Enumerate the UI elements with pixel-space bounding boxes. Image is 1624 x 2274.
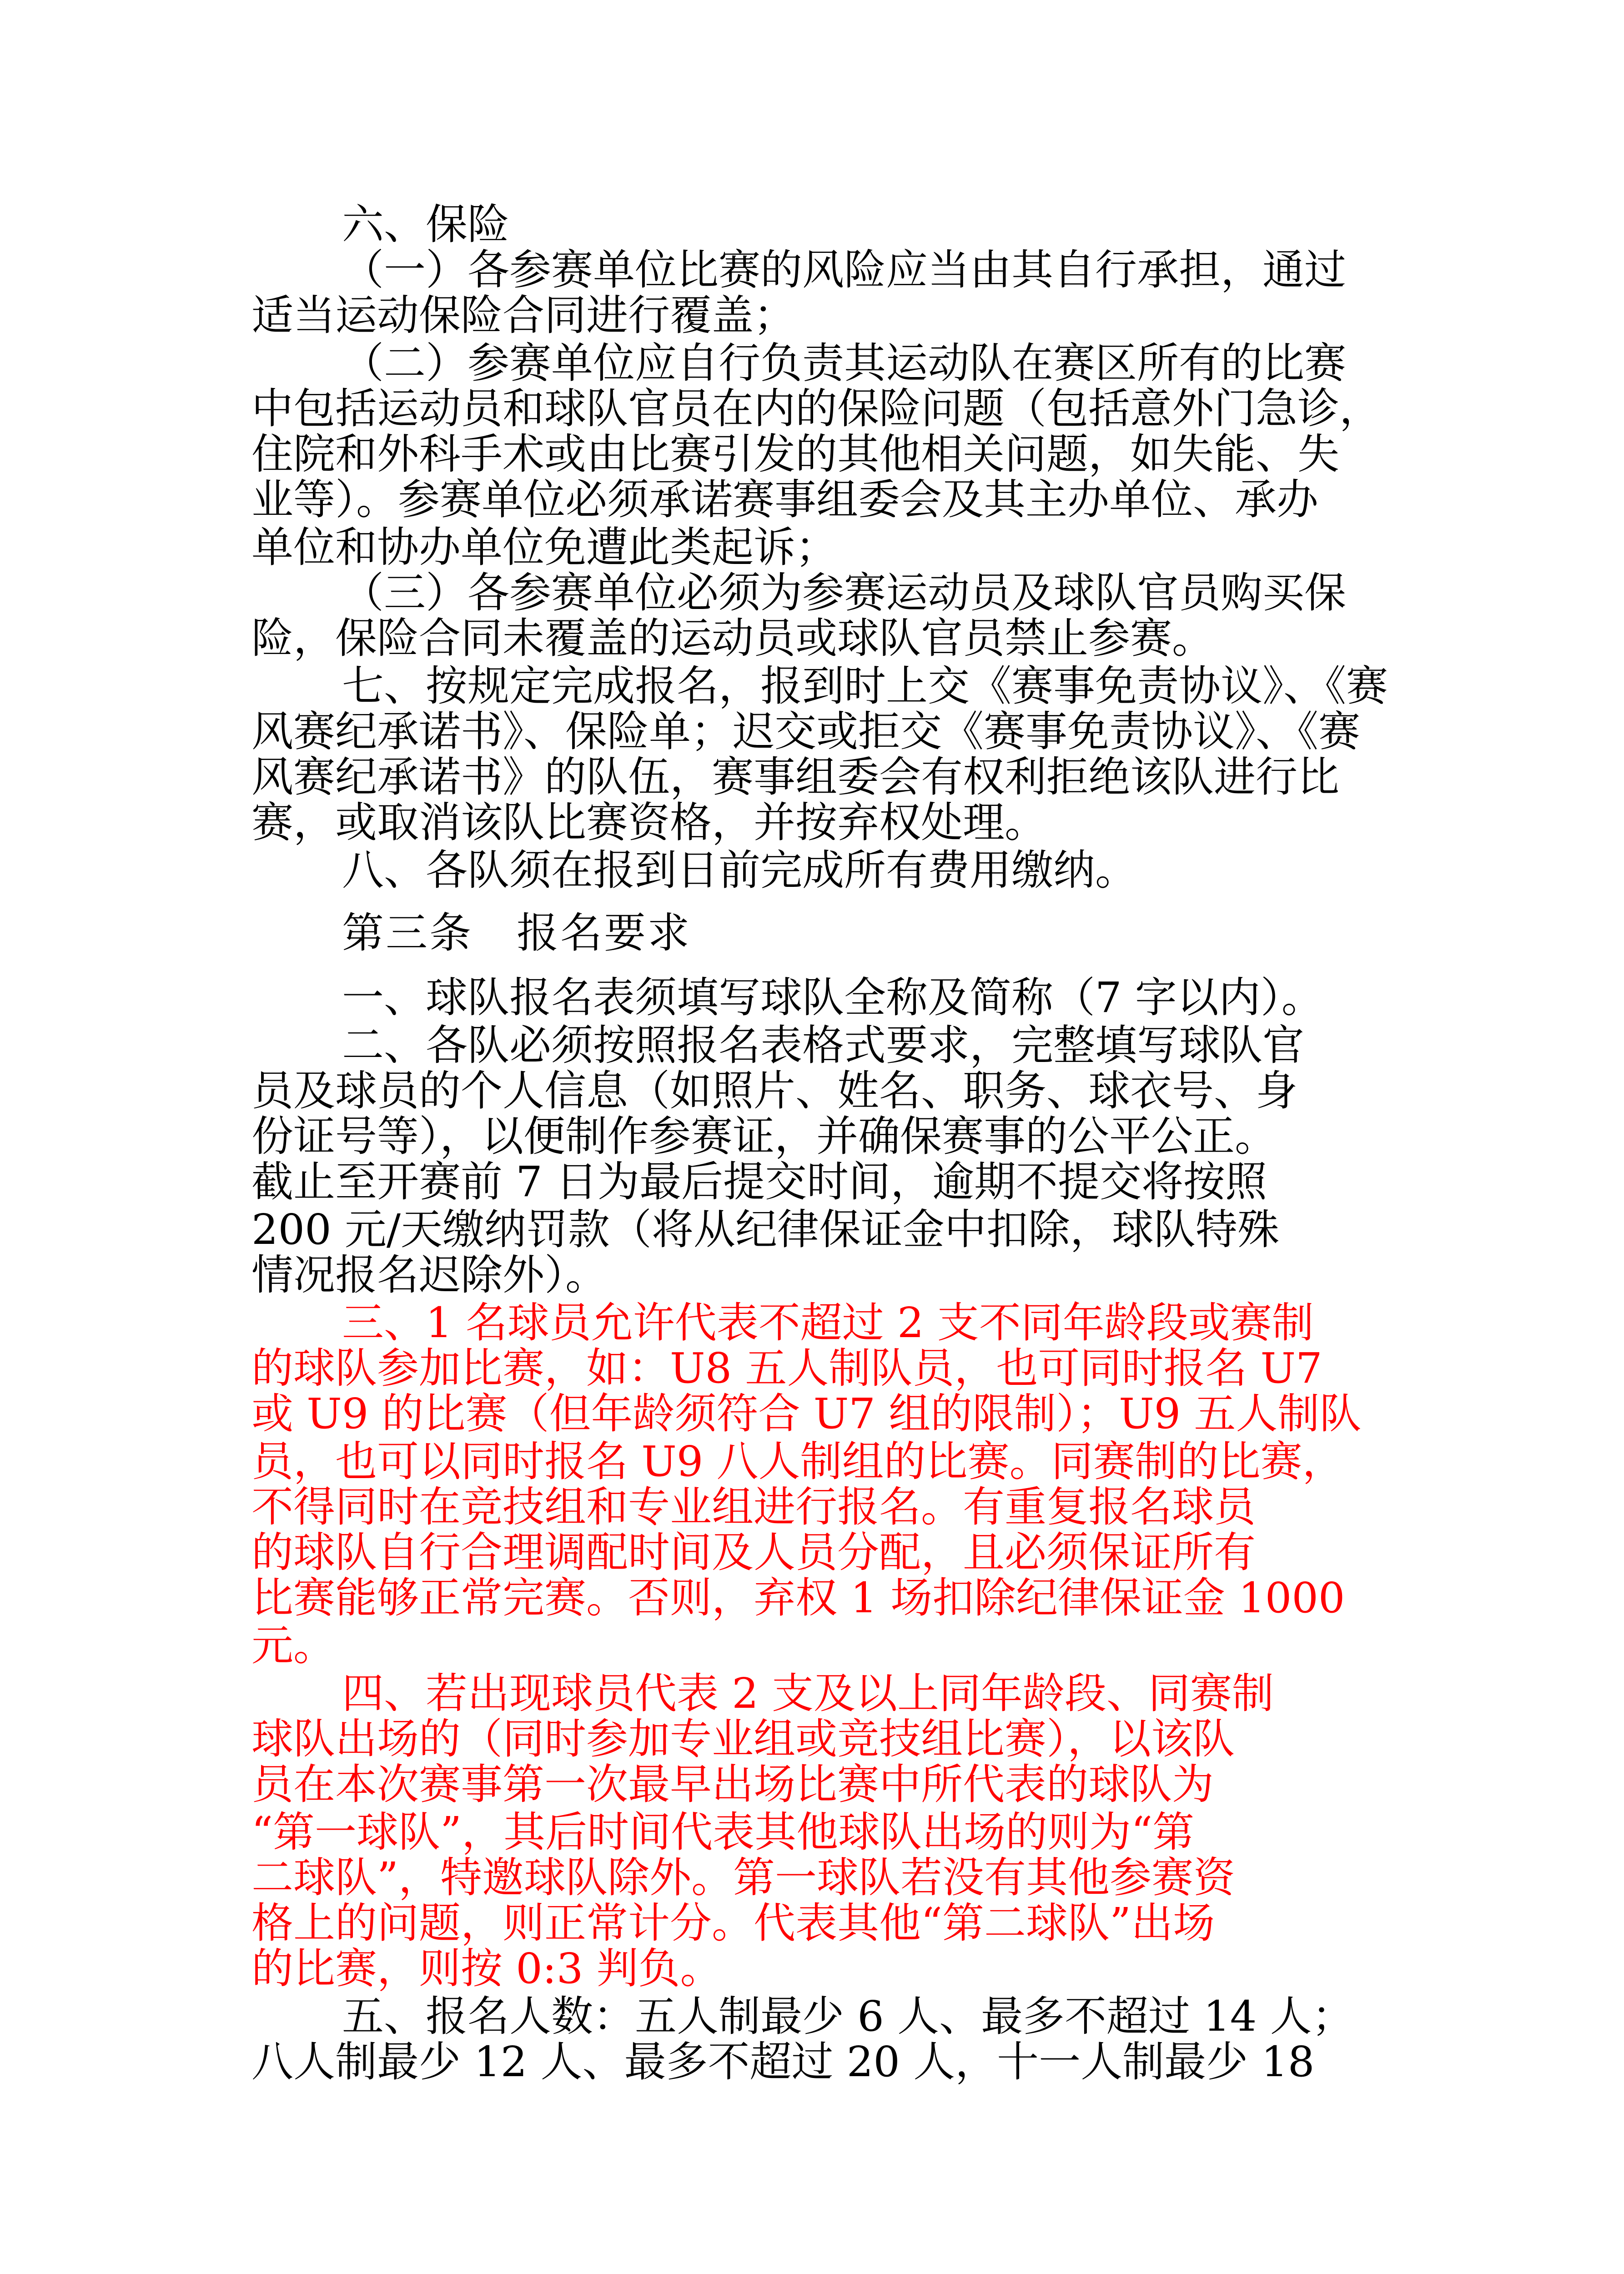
text-line: 球队出场的（同时参加专业组或竞技组比赛），以该队 [251,1715,1235,1763]
text-line: 二球队”，特邀球队除外。第一球队若没有其他参赛资 [251,1853,1236,1902]
text-line: 五、报名人数：五人制最少 6 人、最多不超过 14 人； [342,1992,1354,2041]
text-line: 四、若出现球员代表 2 支及以上同年龄段、同赛制 [342,1669,1274,1718]
text-line: 员及球员的个人信息（如照片、姓名、职务、球衣号、身 [251,1067,1298,1115]
text-line: “第一球队”，其后时间代表其他球队出场的则为“第 [251,1808,1195,1856]
text-line: 200 元/天缴纳罚款（将从纪律保证金中扣除，球队特殊 [251,1205,1279,1254]
text-line: 住院和外科手术或由比赛引发的其他相关问题，如失能、失 [251,430,1340,478]
text-line: 六、保险 [342,200,510,249]
text-line: 八、各队须在报到日前完成所有费用缴纳。 [342,846,1137,895]
text-line: 赛，或取消该队比赛资格，并按弃权处理。 [251,798,1047,847]
text-line: 险，保险合同未覆盖的运动员或球队官员禁止参赛。 [251,614,1214,663]
text-line: 业等）。参赛单位必须承诺赛事组委会及其主办单位、承办 [251,475,1319,524]
text-line: 二、各队必须按照报名表格式要求，完整填写球队官 [342,1021,1305,1070]
text-line: 截止至开赛前 7 日为最后提交时间，逾期不提交将按照 [251,1157,1267,1206]
text-line: 不得同时在竞技组和专业组进行报名。有重复报名球员 [251,1483,1256,1531]
text-line: 中包括运动员和球队官员在内的保险问题（包括意外门急诊， [251,384,1382,433]
text-line: 一、球队报名表须填写球队全称及简称（7 字以内）。 [342,973,1323,1022]
text-line: 员，也可以同时报名 U9 八人制组的比赛。同赛制的比赛， [251,1437,1344,1486]
text-line: 的球队自行合理调配时间及人员分配，且必须保证所有 [251,1528,1256,1577]
text-line: 适当运动保险合同进行覆盖； [251,291,796,340]
text-line: 格上的问题，则正常计分。代表其他“第二球队”出场 [251,1899,1215,1947]
text-line: 元。 [251,1621,336,1670]
text-line: （一）各参赛单位比赛的风险应当由其自行承担，通过 [342,246,1347,294]
text-line: 比赛能够正常完赛。否则，弃权 1 场扣除纪律保证金 1000 [251,1574,1345,1622]
text-line: 的比赛，则按 0:3 判负。 [251,1944,722,1993]
text-line: 八人制最少 12 人、最多不超过 20 人，十一人制最少 18 [251,2038,1315,2086]
text-line: 风赛纪承诺书》的队伍，赛事组委会有权利拒绝该队进行比 [251,753,1340,801]
text-line: 或 U9 的比赛（但年龄须符合 U7 组的限制）；U9 五人制队 [251,1389,1362,1438]
text-line: （二）参赛单位应自行负责其运动队在赛区所有的比赛 [342,339,1347,387]
text-line: 七、按规定完成报名，报到时上交《赛事免责协议》、《赛 [342,662,1388,710]
text-line: 风赛纪承诺书》、保险单；迟交或拒交《赛事免责协议》、《赛 [251,707,1361,756]
text-line: 员在本次赛事第一次最早出场比赛中所代表的球队为 [251,1760,1214,1809]
text-line: 三、1 名球员允许代表不超过 2 支不同年龄段或赛制 [342,1298,1314,1347]
text-line: 单位和协办单位免遭此类起诉； [251,523,838,572]
text-line: 份证号等），以便制作参赛证，并确保赛事的公平公正。 [251,1112,1277,1161]
text-line: 的球队参加比赛，如：U8 五人制队员，也可同时报名 U7 [251,1344,1322,1393]
text-line: 情况报名迟除外）。 [251,1251,608,1299]
text-line: （三）各参赛单位必须为参赛运动员及球队官员购买保 [342,568,1347,617]
section-heading: 第三条 报名要求 [342,909,692,957]
